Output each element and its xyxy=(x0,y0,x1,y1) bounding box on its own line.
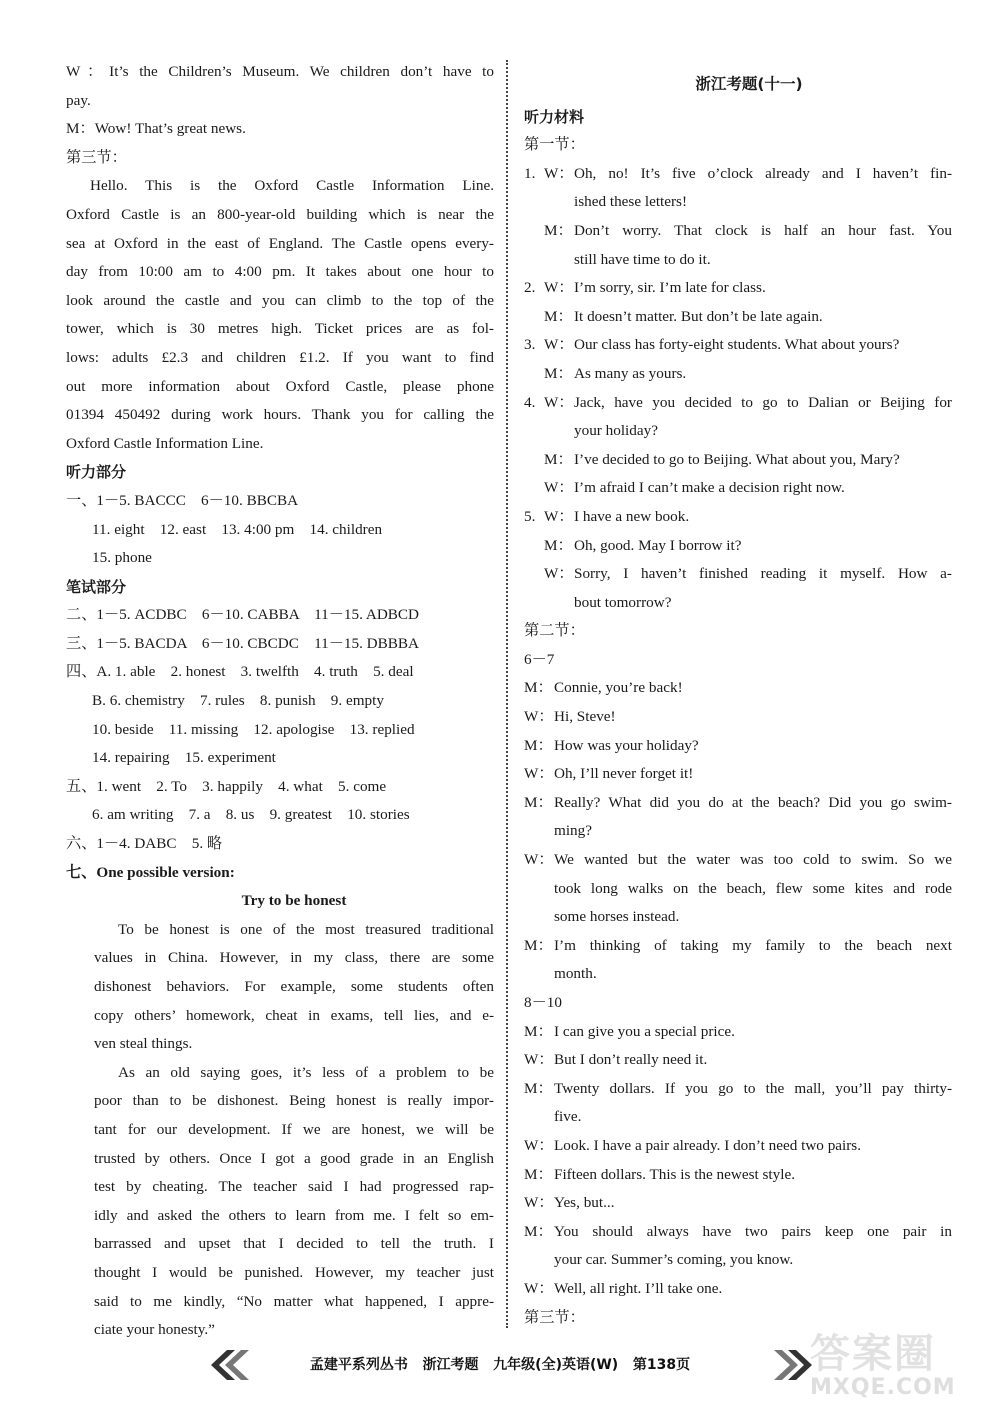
dialogue-line xyxy=(524,560,952,589)
text-line: W：It’s the Children’s Museum. We children don’t have to xyxy=(66,63,494,80)
dialogue-line xyxy=(524,1132,952,1161)
text-line: sea at Oxford in the east of England. The Castle opens every- xyxy=(66,234,494,252)
question-number xyxy=(524,532,544,561)
speech-text: ming? xyxy=(554,822,592,840)
question-number xyxy=(524,360,544,389)
writing-heading: 笔试部分 xyxy=(66,577,127,596)
section-label: 第三节： xyxy=(66,148,127,166)
answer-line: 10. beside 11. missing 12. apologise 13. replied xyxy=(92,720,415,738)
speaker-label: M： xyxy=(524,1079,553,1097)
speaker-label: M： xyxy=(544,450,573,468)
answer-line: 14. repairing 15. experiment xyxy=(92,749,276,767)
speaker-label: M： xyxy=(544,364,573,382)
speaker-label: W： xyxy=(524,1279,554,1297)
dialogue-line xyxy=(524,1246,952,1275)
text-line: Oxford Castle is an 800-year-old building which is near the xyxy=(66,205,494,223)
text-line: pay. xyxy=(66,91,91,109)
dialogue-line xyxy=(524,303,952,332)
speaker-label: W： xyxy=(524,708,554,726)
speech-text: We wanted but the water was too cold to swim. So we xyxy=(554,851,952,869)
speech-text: month. xyxy=(554,965,597,983)
speech-text: How was your holiday? xyxy=(554,736,699,754)
speaker-label: W： xyxy=(524,1136,554,1154)
speaker-label xyxy=(544,246,574,275)
speaker-label: W： xyxy=(544,164,574,182)
speaker-label: M： xyxy=(524,679,553,697)
speech-text: Oh, good. May I borrow it? xyxy=(574,536,742,554)
text-line: lows: adults £2.3 and children £1.2. If you want to find xyxy=(66,348,494,366)
text-line: dishonest behaviors. For example, some students often xyxy=(94,978,494,995)
question-number xyxy=(524,217,544,246)
question-number xyxy=(524,417,544,446)
speech-text: Really? What did you do at the beach? Did you go swim- xyxy=(554,793,952,811)
text-line: idly and asked the others to learn from me. I felt so em- xyxy=(94,1206,494,1224)
dialogue-line xyxy=(524,360,952,389)
dialogue-line xyxy=(524,446,952,475)
range-label: 6－7 xyxy=(524,650,555,668)
series-name: 孟建平系列丛书 xyxy=(309,1357,408,1373)
answer-line: B. 6. chemistry 7. rules 8. punish 9. empty xyxy=(92,692,384,710)
dialogue-line xyxy=(524,474,952,503)
dialogue-line xyxy=(524,1075,952,1104)
speaker-label: W： xyxy=(544,393,574,411)
text-line: tower, which is 30 metres high. Ticket prices are as fol- xyxy=(66,320,494,338)
question-number: 5. xyxy=(524,507,536,525)
castle-passage xyxy=(66,172,494,458)
page-title: 浙江考题(十一) xyxy=(695,75,803,93)
speaker-label: M： xyxy=(544,536,573,554)
speaker-label: M： xyxy=(524,793,553,811)
text-line: test by cheating. The teacher said I had progressed rap- xyxy=(94,1178,494,1196)
speaker-label: M： xyxy=(544,221,573,239)
text-line: said to me kindly, “No matter what happened, I appre- xyxy=(94,1292,494,1310)
speech-text: I’ve decided to go to Beijing. What about you, Mary? xyxy=(574,450,900,468)
answer-line: 二、1－5. ACDBC 6－10. CABBA 11－15. ADBCD xyxy=(66,606,420,624)
answer-line: 11. eight 12. east 13. 4:00 pm 14. children xyxy=(92,520,383,538)
section-label: 第一节： xyxy=(524,136,585,154)
speaker-label xyxy=(524,875,554,904)
text-line: As an old saying goes, it’s less of a problem to be xyxy=(118,1063,494,1081)
dialogue-line xyxy=(524,160,952,189)
answer-line: 三、1－5. BACDA 6－10. CBCDC 11－15. DBBBA xyxy=(66,634,420,652)
text-line: day from 10:00 am to 4:00 pm. It takes about one hour to xyxy=(66,263,494,281)
text-line: thought I would be punished. However, my teacher just xyxy=(94,1263,494,1281)
text-line: To be honest is one of the most treasured traditional xyxy=(118,920,494,938)
speech-text: still have time to do it. xyxy=(574,250,711,268)
speaker-label: W： xyxy=(524,765,554,783)
dialogue-line xyxy=(524,1018,952,1047)
dialogue-line xyxy=(524,789,952,818)
speech-text: Sorry, I haven’t finished reading it myself. How a- xyxy=(574,565,952,583)
dialogue-line xyxy=(524,217,952,246)
watermark-logo xyxy=(810,1322,990,1402)
answer-line: 七、One possible version: xyxy=(66,863,235,881)
watermark-bottom: MXQE.COM xyxy=(810,1375,956,1400)
text-line: out more information about Oxford Castle, please phone xyxy=(66,377,494,395)
text-line: trusted by others. Once I got a good grade in an English xyxy=(94,1149,494,1167)
page-number: 第138页 xyxy=(632,1357,691,1373)
speaker-label xyxy=(524,1246,554,1275)
speech-text: I’m sorry, sir. I’m late for class. xyxy=(574,279,766,297)
speaker-label xyxy=(524,1103,554,1132)
speaker-label: M： xyxy=(524,1022,553,1040)
speech-text: I’m thinking of taking my family to the beach next xyxy=(554,936,952,954)
speech-text: But I don’t really need it. xyxy=(554,1051,708,1069)
speech-text: your car. Summer’s coming, you know. xyxy=(554,1251,794,1269)
question-number xyxy=(524,188,544,217)
text-line: M：Wow! That’s great news. xyxy=(66,120,246,138)
speech-text: It doesn’t matter. But don’t be late again. xyxy=(574,307,823,325)
speech-text: ished these letters! xyxy=(574,193,688,211)
dialogue-line xyxy=(524,846,952,875)
dialogue-line xyxy=(524,732,952,761)
text-line: barrassed and upset that I decided to tell the truth. I xyxy=(94,1235,494,1253)
speech-text: As many as yours. xyxy=(574,364,687,382)
speech-text: Jack, have you decided to go to Dalian or Beijing for xyxy=(574,393,952,411)
question-number xyxy=(524,589,544,618)
speech-text: Connie, you’re back! xyxy=(554,679,683,697)
text-line: Oxford Castle Information Line. xyxy=(66,434,264,452)
dialogue-line xyxy=(524,417,952,446)
question-number xyxy=(524,474,544,503)
question-number xyxy=(524,246,544,275)
speech-text: I have a new book. xyxy=(574,507,690,525)
text-line: copy others’ homework, cheat in exams, tell lies, and e- xyxy=(94,1006,494,1024)
essay-title: Try to be honest xyxy=(241,892,347,910)
speaker-label: M： xyxy=(524,1165,553,1183)
speaker-label: W： xyxy=(524,851,554,869)
speech-text: Oh, no! It’s five o’clock already and I haven’t fin- xyxy=(574,164,952,182)
speech-text: five. xyxy=(554,1108,582,1126)
book-name: 浙江考题 xyxy=(422,1357,479,1373)
dialogue-line xyxy=(524,246,952,275)
text-line: poor than to be dishonest. Being honest is really impor- xyxy=(94,1092,494,1110)
answer-line: 四、A. 1. able 2. honest 3. twelfth 4. truth 5. deal xyxy=(66,663,414,681)
speech-text: Oh, I’ll never forget it! xyxy=(554,765,694,783)
right-column xyxy=(524,58,952,1332)
dialogue-line xyxy=(524,1189,952,1218)
speaker-label xyxy=(544,589,574,618)
speech-text: Yes, but... xyxy=(554,1194,615,1212)
column-divider xyxy=(506,60,508,1328)
dialogue-line xyxy=(524,1218,952,1247)
answer-line: 一、1－5. BACCC 6－10. BBCBA xyxy=(66,491,299,509)
question-number: 4. xyxy=(524,393,536,411)
question-number: 3. xyxy=(524,336,536,354)
speech-text: your holiday? xyxy=(574,422,658,440)
dialogue-line xyxy=(524,389,952,418)
speech-text: bout tomorrow? xyxy=(574,593,672,611)
speech-text: Look. I have a pair already. I don’t need two pairs. xyxy=(554,1136,862,1154)
section-label: 第二节： xyxy=(524,622,585,640)
answer-line: 五、1. went 2. To 3. happily 4. what 5. come xyxy=(66,777,387,795)
dialogue-line xyxy=(524,1103,952,1132)
answer-line: 6. am writing 7. a 8. us 9. greatest 10. stories xyxy=(92,806,410,824)
speech-text: took long walks on the beach, flew some kites and rode xyxy=(554,879,952,897)
dialogue-8-10 xyxy=(524,1018,952,1304)
speech-text: Fifteen dollars. This is the newest style. xyxy=(554,1165,795,1183)
dialogue-line xyxy=(524,589,952,618)
dialogue-line xyxy=(524,760,952,789)
speaker-label: W： xyxy=(544,565,574,583)
speaker-label: M： xyxy=(524,1222,553,1240)
dialogue-line xyxy=(524,331,952,360)
text-line: tant for our development. If we are honest, we will be xyxy=(94,1120,494,1138)
text-line: Hello. This is the Oxford Castle Information Line. xyxy=(90,177,494,195)
essay xyxy=(66,887,494,1345)
speaker-label: M： xyxy=(544,307,573,325)
dialogue-line xyxy=(524,674,952,703)
text-line: ven steal things. xyxy=(94,1035,193,1053)
dialogue-line xyxy=(524,1275,952,1304)
dialogue-6-7 xyxy=(524,674,952,989)
speech-text: some horses instead. xyxy=(554,908,680,926)
dialogue-line xyxy=(524,817,952,846)
speaker-label: W： xyxy=(524,1194,554,1212)
speech-text: I’m afraid I can’t make a decision right now. xyxy=(574,479,845,497)
speech-text: I can give you a special price. xyxy=(554,1022,735,1040)
left-column xyxy=(66,58,494,1345)
speaker-label xyxy=(544,188,574,217)
dialogue-line xyxy=(524,1161,952,1190)
watermark-top: 答案圈 xyxy=(810,1331,936,1377)
dialogue-line xyxy=(524,703,952,732)
dialogue-line xyxy=(524,188,952,217)
speaker-label: W： xyxy=(524,1051,554,1069)
question-number: 2. xyxy=(524,279,536,297)
text-line: 01394 450492 during work hours. Thank you for calling the xyxy=(66,406,494,424)
dialogue-line xyxy=(524,960,952,989)
question-number: 1. xyxy=(524,164,536,182)
speech-text: You should always have two pairs keep one pair in xyxy=(554,1222,952,1240)
text-line: ciate your honesty.” xyxy=(94,1321,215,1339)
speech-text: Well, all right. I’ll take one. xyxy=(554,1279,723,1297)
dialogue-line xyxy=(524,875,952,904)
speaker-label: W： xyxy=(544,279,574,297)
question-number xyxy=(524,446,544,475)
range-label: 8－10 xyxy=(524,994,562,1011)
speaker-label: W： xyxy=(544,336,574,354)
speech-text: Our class has forty-eight students. What about yours? xyxy=(574,336,900,354)
question-number xyxy=(524,560,544,589)
speaker-label: W： xyxy=(544,507,574,525)
speaker-label: W： xyxy=(544,479,574,497)
dialogue-line xyxy=(524,1046,952,1075)
speech-text: Twenty dollars. If you go to the mall, you’ll pay thirty- xyxy=(554,1079,952,1097)
grade-subject: 九年级(全)英语(W) xyxy=(493,1357,619,1373)
speech-text: Don’t worry. That clock is half an hour fast. You xyxy=(574,221,952,239)
dialogue-line xyxy=(524,532,952,561)
listening-heading: 听力部分 xyxy=(66,463,127,482)
dialogue-line xyxy=(524,274,952,303)
speaker-label: M： xyxy=(524,736,553,754)
dialogue-line xyxy=(524,503,952,532)
speaker-label xyxy=(544,417,574,446)
speech-text: Hi, Steve! xyxy=(554,708,616,726)
answer-line: 六、1－4. DABC 5. 略 xyxy=(66,835,223,853)
section-label: 第三节： xyxy=(524,1308,585,1326)
speaker-label xyxy=(524,960,554,989)
speaker-label: M： xyxy=(524,936,553,954)
speaker-label xyxy=(524,903,554,932)
dialogue-line xyxy=(524,932,952,961)
section1-dialogues xyxy=(524,160,952,618)
speaker-label xyxy=(524,817,554,846)
text-line: values in China. However, in my class, there are some xyxy=(94,949,494,967)
answer-line: 15. phone xyxy=(92,549,152,567)
question-number xyxy=(524,303,544,332)
dialogue-line xyxy=(524,903,952,932)
material-heading: 听力材料 xyxy=(524,107,585,126)
text-line: look around the castle and you can climb to the top of the xyxy=(66,291,494,309)
